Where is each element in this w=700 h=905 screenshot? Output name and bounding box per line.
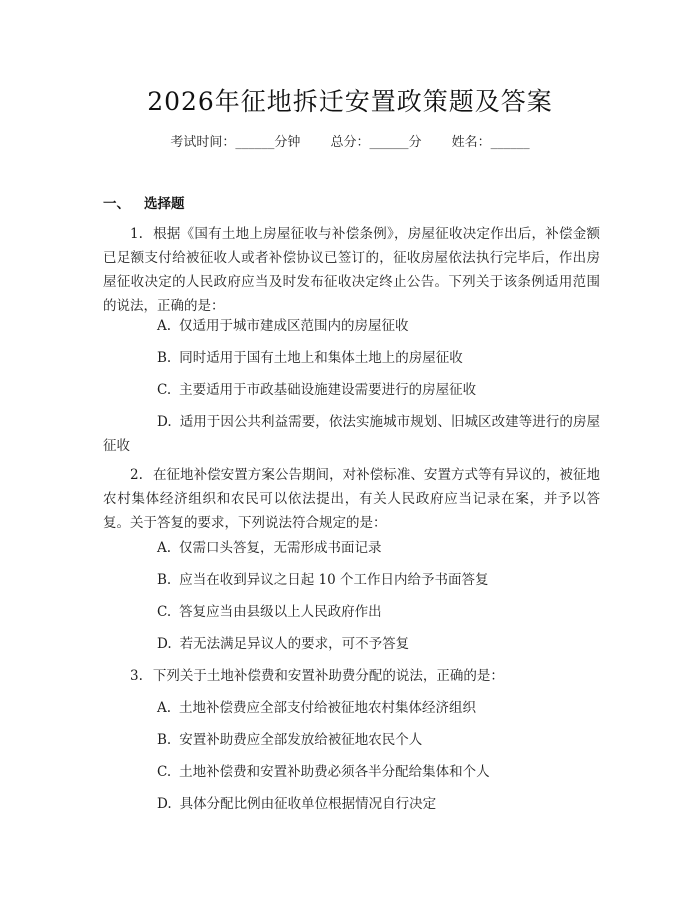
option-letter: A. <box>157 540 172 556</box>
answer-option <box>103 378 600 402</box>
option-text: 主要适用于市政基础设施建设需要进行的房屋征收 <box>179 382 477 398</box>
answer-option <box>103 696 600 720</box>
option-text: 若无法满足异议人的要求，可不予答复 <box>179 636 410 652</box>
answer-option <box>103 568 600 592</box>
section-number: 一、 <box>103 196 130 212</box>
name-field: 姓名：______ <box>451 135 530 150</box>
option-text: 仅需口头答复，无需形成书面记录 <box>179 540 382 556</box>
exam-time-field: 考试时间：______分钟 <box>170 135 301 150</box>
section-heading <box>103 192 185 212</box>
page-title: 2026年征地拆迁安置政策题及答案 <box>147 87 553 116</box>
answer-option <box>103 600 600 624</box>
section-title: 选择题 <box>144 196 185 212</box>
answer-option <box>103 728 600 752</box>
question-number: 3. <box>130 668 143 684</box>
question-stem <box>103 463 600 535</box>
option-letter: A. <box>157 318 172 334</box>
answer-option <box>103 760 600 784</box>
question-text: 根据《国有土地上房屋征收与补偿条例》，房屋征收决定作出后，补偿金额已足额支付给被征收人或者补偿协议已签订的，征收房屋依法执行完毕后，作出房屋征收决定的人民政府应当及时发布征收决定终止公告。下列关于该条例适用范围的说法，正确的是： <box>103 226 600 314</box>
answer-option <box>103 792 600 816</box>
answer-option <box>103 536 600 560</box>
answer-option <box>103 314 600 338</box>
option-letter: B. <box>157 572 172 588</box>
question-number: 1. <box>130 226 143 242</box>
option-text: 应当在收到异议之日起 10 个工作日内给予书面答复 <box>179 572 489 588</box>
option-letter: B. <box>157 732 172 748</box>
option-letter: D. <box>157 414 172 430</box>
option-text: 适用于因公共利益需要，依法实施城市规划、旧城区改建等进行的房屋征收 <box>103 414 600 454</box>
option-text: 答复应当由县级以上人民政府作出 <box>179 604 382 620</box>
question-number: 2. <box>130 467 143 483</box>
question-text: 下列关于土地补偿费和安置补助费分配的说法，正确的是： <box>152 668 504 684</box>
question-stem <box>103 222 600 318</box>
question-text: 在征地补偿安置方案公告期间，对补偿标准、安置方式等有异议的，被征地农村集体经济组织和农民可以依法提出，有关人民政府应当记录在案，并予以答复。关于答复的要求，下列说法符合规定的是： <box>103 467 600 531</box>
option-text: 同时适用于国有土地上和集体土地上的房屋征收 <box>179 350 463 366</box>
exam-meta <box>0 131 700 150</box>
option-letter: C. <box>157 604 172 620</box>
option-text: 具体分配比例由征收单位根据情况自行决定 <box>179 796 437 812</box>
option-letter: C. <box>157 382 172 398</box>
option-letter: D. <box>157 636 172 652</box>
answer-option <box>103 346 600 370</box>
option-text: 安置补助费应全部发放给被征地农民个人 <box>179 732 423 748</box>
option-text: 仅适用于城市建成区范围内的房屋征收 <box>179 318 409 334</box>
option-letter: C. <box>157 764 172 780</box>
answer-option <box>103 410 600 458</box>
option-letter: A. <box>157 700 172 716</box>
option-letter: D. <box>157 796 172 812</box>
option-text: 土地补偿费和安置补助费必须各半分配给集体和个人 <box>179 764 490 780</box>
option-text: 土地补偿费应全部支付给被征地农村集体经济组织 <box>179 700 477 716</box>
option-letter: B. <box>157 350 172 366</box>
question-stem <box>103 664 600 688</box>
total-score-field: 总分：______分 <box>330 135 422 150</box>
answer-option <box>103 632 600 656</box>
